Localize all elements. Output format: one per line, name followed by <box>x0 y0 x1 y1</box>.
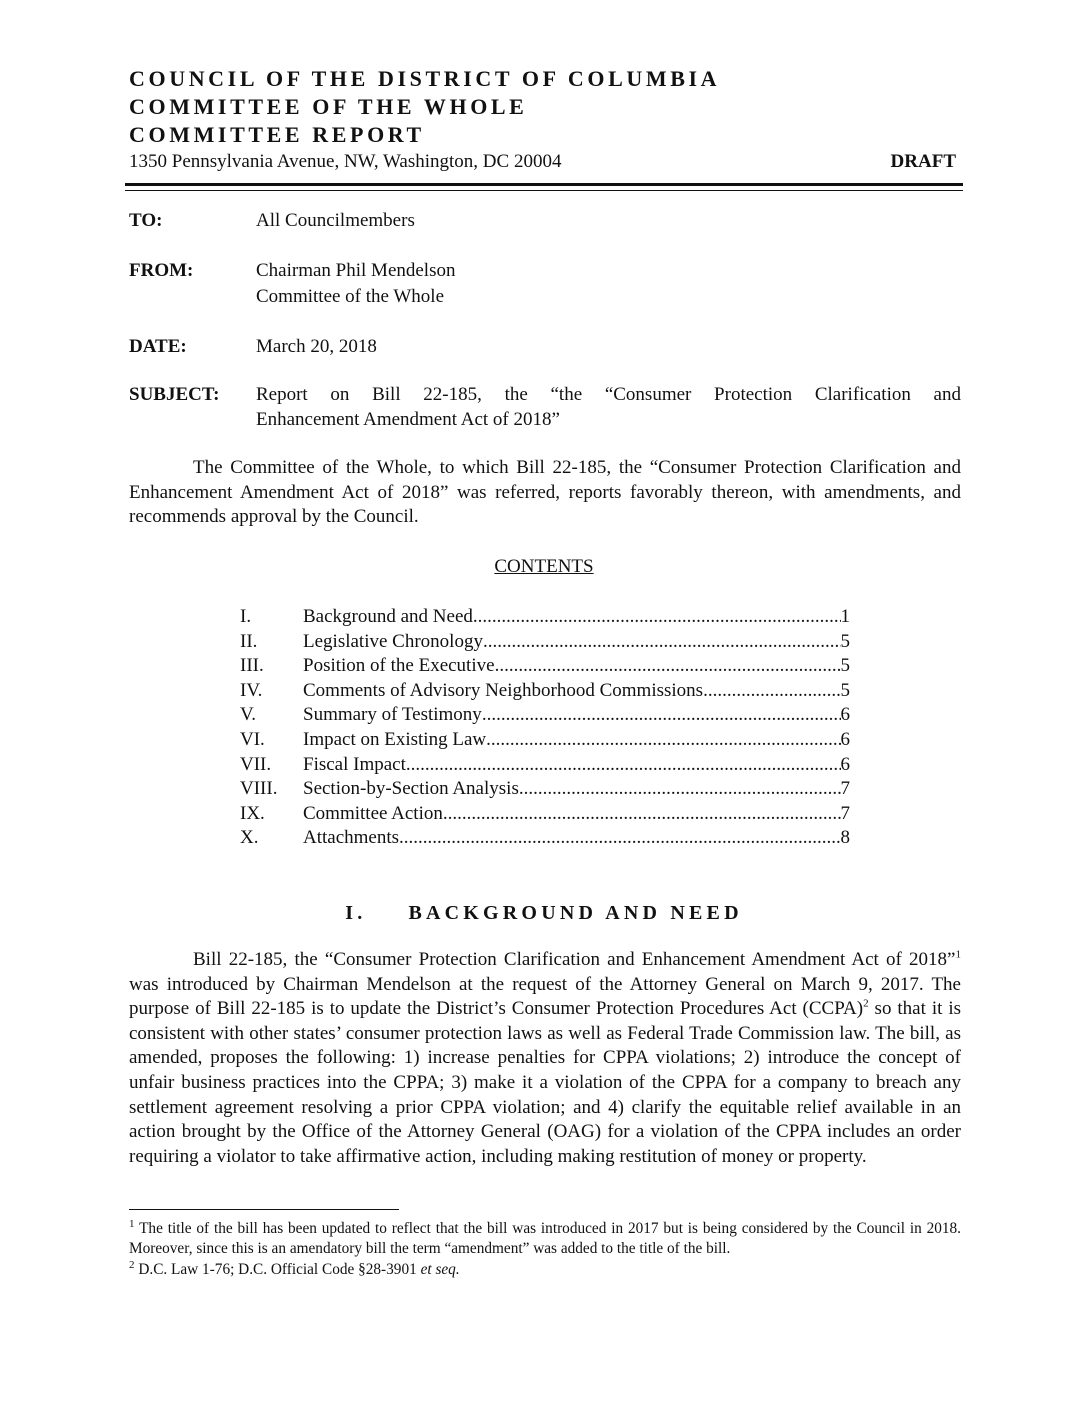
memo-to-label: TO: <box>129 210 163 231</box>
contents-title-text: CONTENTS <box>494 556 594 577</box>
header-rule-thick <box>125 183 963 186</box>
toc-entry-title: Committee Action <box>303 802 443 824</box>
toc-entry-number: X. <box>240 827 259 849</box>
toc-entry[interactable] <box>240 605 850 630</box>
memo-date-label: DATE: <box>129 336 187 357</box>
toc-entry-title: Section-by-Section Analysis <box>303 778 519 800</box>
contents-heading <box>0 555 1088 579</box>
toc-entry-title: Fiscal Impact <box>303 753 406 775</box>
footnote-ref-2[interactable]: 2 <box>863 997 869 1010</box>
toc-leader-dots <box>406 753 841 778</box>
toc-entry-page: 5 <box>840 630 850 652</box>
toc-entry-title: Attachments <box>303 827 400 849</box>
toc-entry-page: 5 <box>840 655 850 677</box>
table-of-contents <box>240 605 850 851</box>
memo-subject-line-2: Enhancement Amendment Act of 2018” <box>256 409 560 430</box>
memo-from-committee: Committee of the Whole <box>256 286 445 307</box>
toc-leader-dots <box>483 630 841 655</box>
footnote-separator <box>129 1209 399 1210</box>
toc-leader-dots <box>486 728 840 753</box>
toc-leader-dots <box>495 654 841 679</box>
toc-entry-title: Impact on Existing Law <box>303 728 487 750</box>
toc-entry-title: Position of the Executive <box>303 655 495 677</box>
memo-date-value: March 20, 2018 <box>256 336 377 357</box>
letterhead-address: 1350 Pennsylvania Avenue, NW, Washington, DC 20004 <box>129 151 562 172</box>
toc-leader-dots <box>443 802 841 827</box>
memo-to-value: All Councilmembers <box>256 210 415 231</box>
memo-subject-line-1: Report on Bill 22-185, the “the “Consumer Protection Clarification and <box>256 384 961 405</box>
section-number: I. <box>345 902 367 924</box>
toc-entry-title: Comments of Advisory Neighborhood Commissions <box>303 679 704 701</box>
footnote-ref-1[interactable]: 1 <box>955 948 961 961</box>
toc-leader-dots <box>482 703 841 728</box>
toc-entry-number: II. <box>240 630 258 652</box>
toc-entry-number: VIII. <box>240 778 278 800</box>
footnote-2-mark: 2 <box>129 1258 135 1271</box>
toc-entry[interactable] <box>240 654 850 679</box>
toc-entry-number: I. <box>240 606 252 627</box>
letterhead-report-title: COMMITTEE REPORT <box>129 122 425 147</box>
toc-entry[interactable] <box>240 777 850 802</box>
toc-entry-page: 8 <box>840 827 850 849</box>
toc-entry-number: V. <box>240 704 257 726</box>
toc-entry-title: Summary of Testimony <box>303 704 482 726</box>
toc-entry[interactable] <box>240 703 850 728</box>
toc-entry[interactable] <box>240 679 850 704</box>
toc-entry-page: 6 <box>840 728 850 750</box>
toc-entry-number: VII. <box>240 753 272 775</box>
toc-entry-number: VI. <box>240 728 265 750</box>
toc-entry-number: III. <box>240 655 264 677</box>
background-text-part-1: Bill 22-185, the “Consumer Protection Clarification and Enhancement Amendment Act of 2018” <box>193 949 956 970</box>
toc-entry-title: Background and Need <box>303 606 473 627</box>
footnote-1-mark: 1 <box>129 1217 135 1230</box>
toc-entry-page: 6 <box>840 704 850 726</box>
section-title: BACKGROUND AND NEED <box>408 902 743 924</box>
footnote-2-text: D.C. Law 1-76; D.C. Official Code §28-3901 <box>134 1261 421 1278</box>
toc-entry[interactable] <box>240 728 850 753</box>
toc-leader-dots <box>473 605 841 630</box>
toc-entry-page: 5 <box>840 679 850 701</box>
footnote-2 <box>129 1260 961 1280</box>
toc-leader-dots <box>399 826 840 851</box>
memo-from-label: FROM: <box>129 260 194 281</box>
toc-entry[interactable] <box>240 630 850 655</box>
memo-from-name: Chairman Phil Mendelson <box>256 260 456 281</box>
footnote-1 <box>129 1219 961 1259</box>
footnote-2-italic: et seq. <box>420 1261 460 1278</box>
footnote-1-text: The title of the bill has been updated to reflect that the bill was introduced in 2017 but is being considered by the Council in 2018. Moreover, since this is an amendatory bill the term “amendment” was added to the title of the bill. <box>129 1220 961 1257</box>
intro-paragraph: The Committee of the Whole, to which Bill 22-185, the “Consumer Protection Clarification and Enhancement Amendment Act of 2018” was referred, reports favorably thereon, with amendments, and recommends approval by the Council. <box>129 457 961 528</box>
toc-entry-number: IV. <box>240 679 263 701</box>
background-text-part-2: was introduced by Chairman Mendelson at the request of the Attorney General on March 9, 2017. The purpose of Bill 22-185 is to update the District’s Consumer Protection Procedures Act (CCPA) <box>129 973 961 1020</box>
toc-entry-page: 6 <box>840 753 850 775</box>
header-rule-thin <box>125 190 963 191</box>
toc-leader-dots <box>519 777 841 802</box>
memo-subject-label: SUBJECT: <box>129 384 220 405</box>
toc-entry-page: 1 <box>840 606 850 627</box>
toc-leader-dots <box>703 679 840 704</box>
toc-entry-number: IX. <box>240 802 265 824</box>
toc-entry[interactable] <box>240 826 850 851</box>
letterhead-council: COUNCIL OF THE DISTRICT OF COLUMBIA <box>129 66 721 91</box>
letterhead-committee: COMMITTEE OF THE WHOLE <box>129 94 528 119</box>
draft-status-label: DRAFT <box>890 151 956 172</box>
toc-entry-page: 7 <box>840 802 850 824</box>
toc-entry[interactable] <box>240 802 850 827</box>
background-paragraph <box>129 948 961 1169</box>
toc-entry-title: Legislative Chronology <box>303 630 483 652</box>
toc-entry[interactable] <box>240 753 850 778</box>
background-text-part-3: so that it is consistent with other states’ consumer protection laws as well as Federal Trade Commission law. The bill, as amended, proposes the following: 1) increase penalties for CPPA violations; 2) introduce the concept of unfair business practices into the CPPA; 3) make it a violation of the CPPA for a company to breach any settlement agreement resolving a prior CPPA violation; and 4) clarify the equitable relief available in an action brought by the Office of the Attorney General (OAG) for a violation of the CPPA includes an order requiring a violator to take affirmative action, including making restitution of money or property. <box>129 998 961 1167</box>
toc-entry-page: 7 <box>840 778 850 800</box>
section-heading-background <box>0 900 1088 926</box>
